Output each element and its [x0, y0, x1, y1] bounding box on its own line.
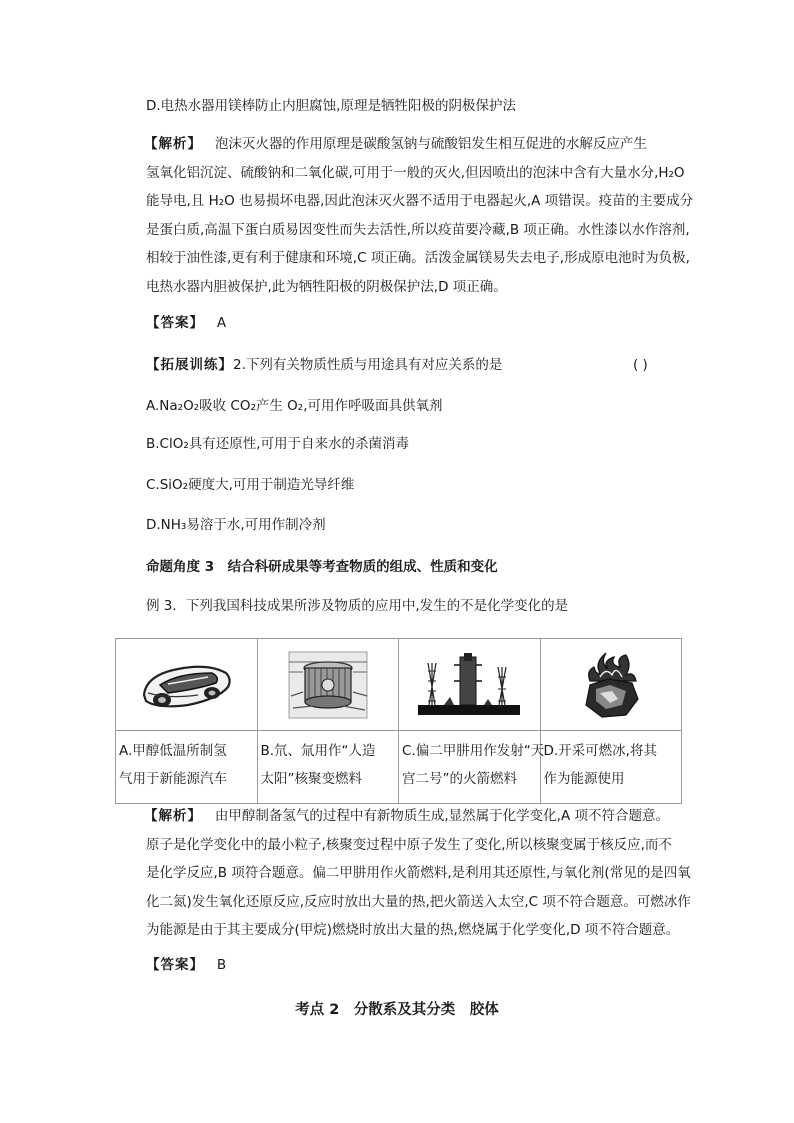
analysis-1-line: 是蛋白质,高温下蛋白质易因变性而失去活性,所以疫苗要冷藏,B 项正确。水性漆以水作溶剂,	[146, 221, 690, 238]
answer-1	[146, 313, 226, 333]
extension-option-b: B.ClO₂具有还原性,可用于自来水的杀菌消毒	[146, 436, 410, 452]
choice-c-line: 宫二号”的火箭燃料	[402, 771, 517, 787]
analysis-1-line: 泡沫灭火器的作用原理是碳酸氢钠与硫酸铝发生相互促进的水解反应产生	[214, 136, 647, 152]
choice-b-image-cell	[257, 639, 399, 731]
analysis-3-line: 原子是化学变化中的最小粒子,核聚变过程中原子发生了变化,所以核聚变属于核反应,而不	[146, 836, 672, 853]
extension-tag: 【拓展训练】	[146, 357, 233, 373]
analysis-3-line: 由甲醇制备氢气的过程中有新物质生成,显然属于化学变化,A 项不符合题意。	[214, 808, 669, 824]
analysis-1-line: 能导电,且 H₂O 也易损坏电器,因此泡沫灭火器不适用于电器起火,A 项错误。疫苗的主要成分	[146, 193, 694, 210]
answer-paren: ( )	[633, 357, 648, 373]
extension-option-d: D.NH₃易溶于水,可用作制冷剂	[146, 517, 326, 533]
choice-d-line: 作为能源使用	[543, 771, 625, 787]
choice-c-text	[399, 731, 545, 804]
analysis-3	[144, 802, 691, 945]
analysis-1-line: 氢氧化铝沉淀、硫酸钠和二氧化碳,可用于一般的灭火,但因喷出的泡沫中含有大量水分,H₂O	[146, 164, 685, 181]
analysis-tag: 【解析】	[144, 136, 202, 152]
answer-value: A	[216, 315, 227, 331]
section-heading: 考点 2 分散系及其分类 胶体	[295, 1002, 499, 1018]
analysis-3-line: 为能源是由于其主要成分(甲烷)燃烧时放出大量的热,燃烧属于化学变化,D 项不符合题意。	[146, 922, 680, 939]
analysis-1	[144, 130, 694, 302]
choices-table	[115, 638, 682, 804]
choice-d-text	[540, 731, 682, 804]
analysis-1-line: 相较于油性漆,更有利于健康和环境,C 项正确。活泼金属镁易失去电子,形成原电池时为负极,	[146, 250, 690, 267]
analysis-3-line: 是化学反应,B 项符合题意。偏二甲肼用作火箭燃料,是利用其还原性,与氧化剂(常见的是四氧	[146, 865, 691, 882]
option-d-previous: D.电热水器用镁棒防止内胆腐蚀,原理是牺牲阳极的阴极保护法	[146, 98, 516, 114]
rocket-launch-icon	[414, 651, 524, 719]
choice-c-line: C.偏二甲肼用作发射“天	[402, 743, 545, 759]
example-3-question: 例 3．下列我国科技成果所涉及物质的应用中,发生的不是化学变化的是	[146, 598, 569, 614]
burning-ice-icon	[576, 647, 646, 723]
choice-d-line: D.开采可燃冰,将其	[543, 743, 657, 759]
choice-b-line: 太阳”核聚变燃料	[260, 771, 362, 787]
fusion-reactor-icon	[283, 648, 373, 722]
answer-tag: 【答案】	[146, 957, 204, 973]
analysis-3-line: 化二氮)发生氧化还原反应,反应时放出大量的热,把火箭送入太空,C 项不符合题意。可燃冰作	[146, 893, 691, 910]
extension-question-text: 2.下列有关物质性质与用途具有对应关系的是	[233, 357, 503, 373]
extension-question	[146, 355, 502, 375]
choice-a-image-cell	[116, 639, 258, 731]
choice-a-line: 气用于新能源汽车	[119, 771, 227, 787]
hydrogen-car-icon	[138, 655, 234, 715]
analysis-tag: 【解析】	[144, 808, 202, 824]
answer-3	[146, 955, 226, 975]
answer-value: B	[216, 957, 227, 973]
choice-d-image-cell	[540, 639, 682, 731]
analysis-1-line: 电热水器内胆被保护,此为牺牲阳极的阴极保护法,D 项正确。	[146, 278, 507, 295]
answer-tag: 【答案】	[146, 315, 204, 331]
choice-c-image-cell	[399, 639, 541, 731]
choice-b-text	[257, 731, 399, 804]
choice-a-text	[116, 731, 258, 804]
choice-a-line: A.甲醇低温所制氢	[119, 743, 227, 759]
choice-b-line: B.氘、氚用作“人造	[260, 743, 376, 759]
extension-option-c: C.SiO₂硬度大,可用于制造光导纤维	[146, 477, 355, 493]
angle-3-heading: 命题角度 3 结合科研成果等考查物质的组成、性质和变化	[146, 559, 498, 575]
extension-option-a: A.Na₂O₂吸收 CO₂产生 O₂,可用作呼吸面具供氧剂	[146, 398, 443, 414]
